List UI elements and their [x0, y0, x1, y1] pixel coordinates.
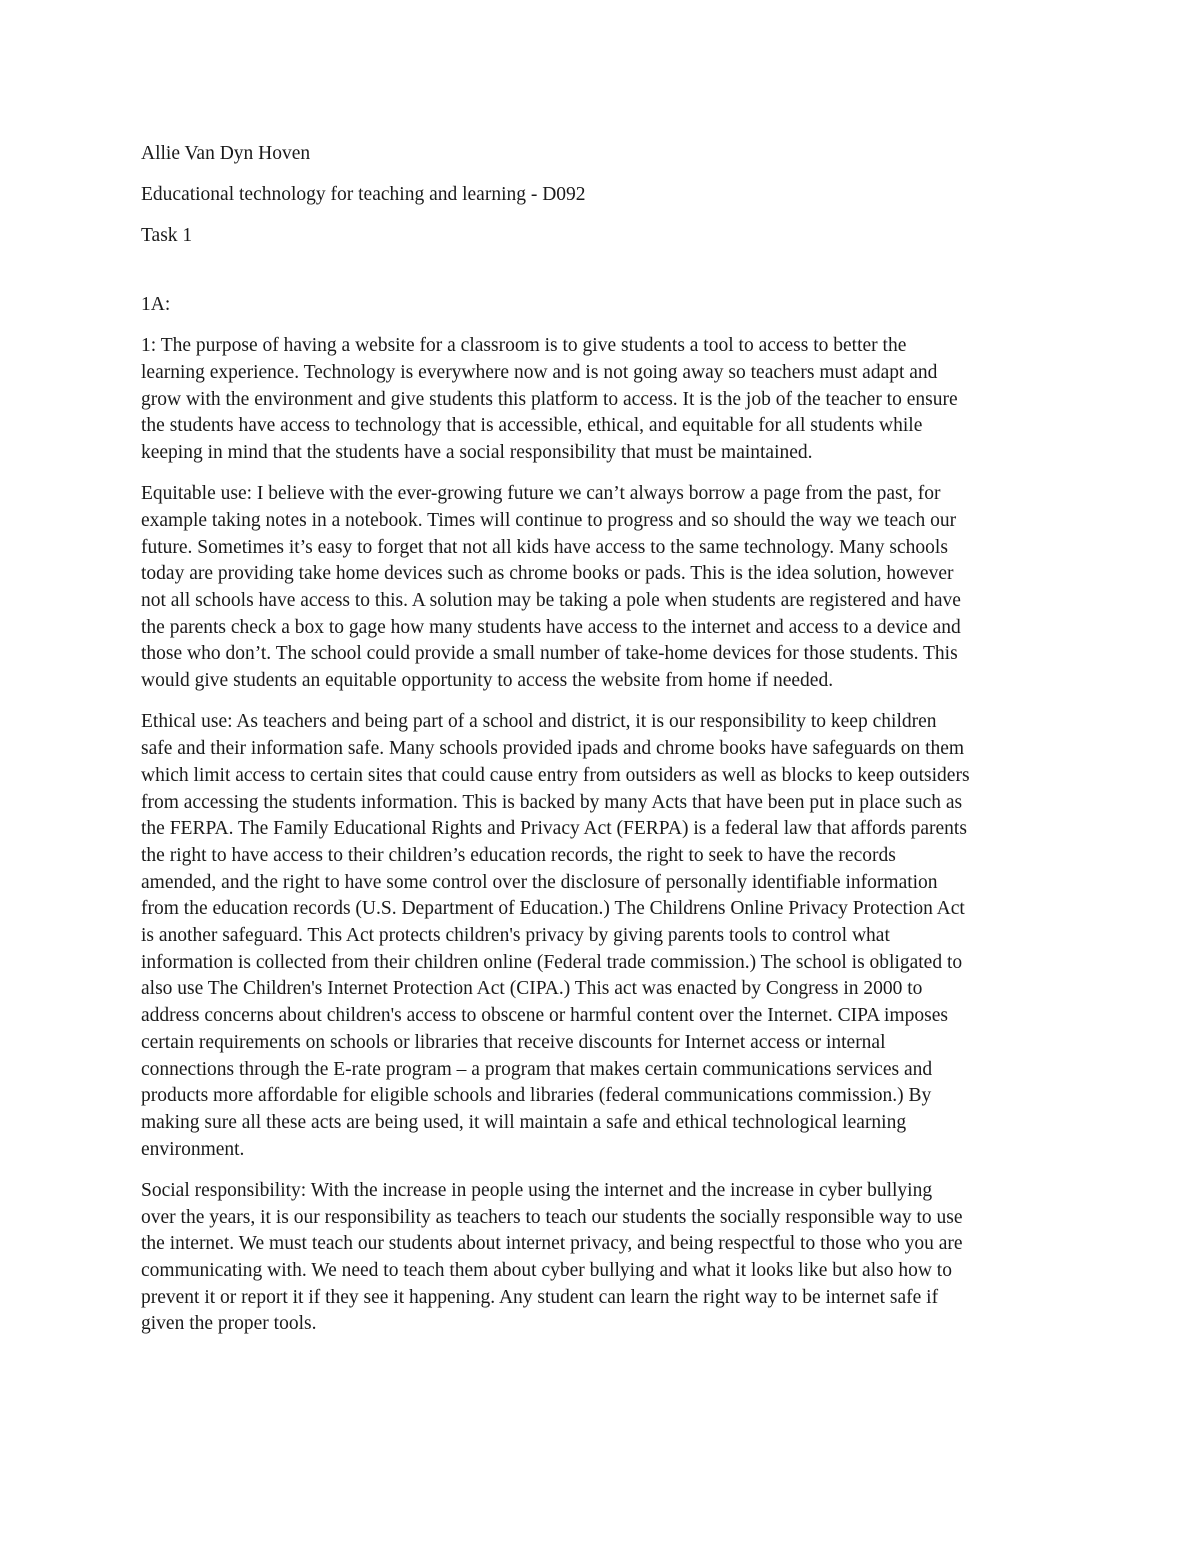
paragraph-line: which limit access to certain sites that could cause entry from outsiders as well as blocks to keep outsiders [141, 764, 970, 786]
paragraph-line: 1: The purpose of having a website for a classroom is to give students a tool to access to better the [141, 335, 907, 357]
paragraph-social-responsibility [141, 1178, 1061, 1338]
paragraph-line: keeping in mind that the students have a social responsibility that must be maintained. [141, 442, 813, 464]
paragraph-line: from accessing the students information. This is backed by many Acts that have been put in place such as [141, 791, 963, 813]
paragraph-line: Social responsibility: With the increase in people using the internet and the increase in cyber bullying [141, 1179, 933, 1201]
paragraph-line: certain requirements on schools or libraries that receive discounts for Internet access or internal [141, 1031, 886, 1053]
paragraph-line: safe and their information safe. Many schools provided ipads and chrome books have safeguards on them [141, 738, 965, 760]
section-label: 1A: [141, 294, 171, 316]
paragraph-line: Equitable use: I believe with the ever-growing future we can’t always borrow a page from the past, for [141, 483, 941, 505]
paragraph-line: learning experience. Technology is everywhere now and is not going away so teachers must adapt and [141, 361, 938, 383]
course-title: Educational technology for teaching and learning - D092 [141, 184, 586, 206]
paragraph-line: address concerns about children's access to obscene or harmful content over the Internet. CIPA imposes [141, 1005, 948, 1027]
paragraph-line: connections through the E-rate program – a program that makes certain communications services and [141, 1058, 933, 1080]
paragraph-line: those who don’t. The school could provide a small number of take-home devices for those students. This [141, 643, 958, 665]
paragraph-line: the internet. We must teach our students about internet privacy, and being respectful to those who you are [141, 1233, 963, 1255]
task-label: Task 1 [141, 225, 193, 247]
paragraph-line: the right to have access to their children’s education records, the right to seek to have the records [141, 844, 896, 866]
paragraph-purpose [141, 333, 1061, 467]
paragraph-line: also use The Children's Internet Protection Act (CIPA.) This act was enacted by Congress in 2000 to [141, 978, 923, 1000]
paragraph-line: example taking notes in a notebook. Times will continue to progress and so should the way we teach our [141, 509, 957, 531]
document-body [141, 141, 1061, 1353]
paragraph-line: amended, and the right to have some control over the disclosure of personally identifiable information [141, 871, 938, 893]
paragraph-line: the FERPA. The Family Educational Rights and Privacy Act (FERPA) is a federal law that affords parents [141, 818, 967, 840]
paragraph-line: products more affordable for eligible schools and libraries (federal communications commission.) By [141, 1085, 932, 1107]
paragraph-line: prevent it or report it if they see it happening. Any student can learn the right way to be internet safe if [141, 1286, 939, 1308]
paragraph-line: the parents check a box to gage how many students have access to the internet and access to a device and [141, 616, 961, 638]
author-name: Allie Van Dyn Hoven [141, 143, 311, 164]
paragraph-line: from the education records (U.S. Department of Education.) The Childrens Online Privacy Protection Act [141, 898, 965, 920]
paragraph-line: not all schools have access to this. A solution may be taking a pole when students are registered and have [141, 590, 961, 612]
paragraph-line: given the proper tools. [141, 1313, 317, 1335]
paragraph-equitable-use [141, 481, 1061, 695]
paragraph-line: making sure all these acts are being used, it will maintain a safe and ethical technological learning [141, 1111, 907, 1133]
paragraph-ethical-use [141, 709, 1061, 1163]
paragraph-line: Ethical use: As teachers and being part of a school and district, it is our responsibility to keep children [141, 711, 937, 733]
paragraph-line: the students have access to technology that is accessible, ethical, and equitable for all students while [141, 415, 923, 437]
paragraph-line: grow with the environment and give students this platform to access. It is the job of the teacher to ensure [141, 388, 958, 410]
paragraph-line: information is collected from their children online (Federal trade commission.) The school is obligated to [141, 951, 963, 973]
paragraph-line: environment. [141, 1138, 245, 1160]
paragraph-line: future. Sometimes it’s easy to forget that not all kids have access to the same technology. Many schools [141, 536, 948, 558]
paragraph-line: is another safeguard. This Act protects children's privacy by giving parents tools to control what [141, 925, 890, 947]
paragraph-line: today are providing take home devices such as chrome books or pads. This is the idea solution, however [141, 563, 954, 585]
paragraph-line: communicating with. We need to teach them about cyber bullying and what it looks like but also how to [141, 1259, 952, 1281]
paragraph-line: over the years, it is our responsibility as teachers to teach our students the socially responsible way to use [141, 1206, 963, 1228]
paragraph-line: would give students an equitable opportunity to access the website from home if needed. [141, 670, 834, 692]
